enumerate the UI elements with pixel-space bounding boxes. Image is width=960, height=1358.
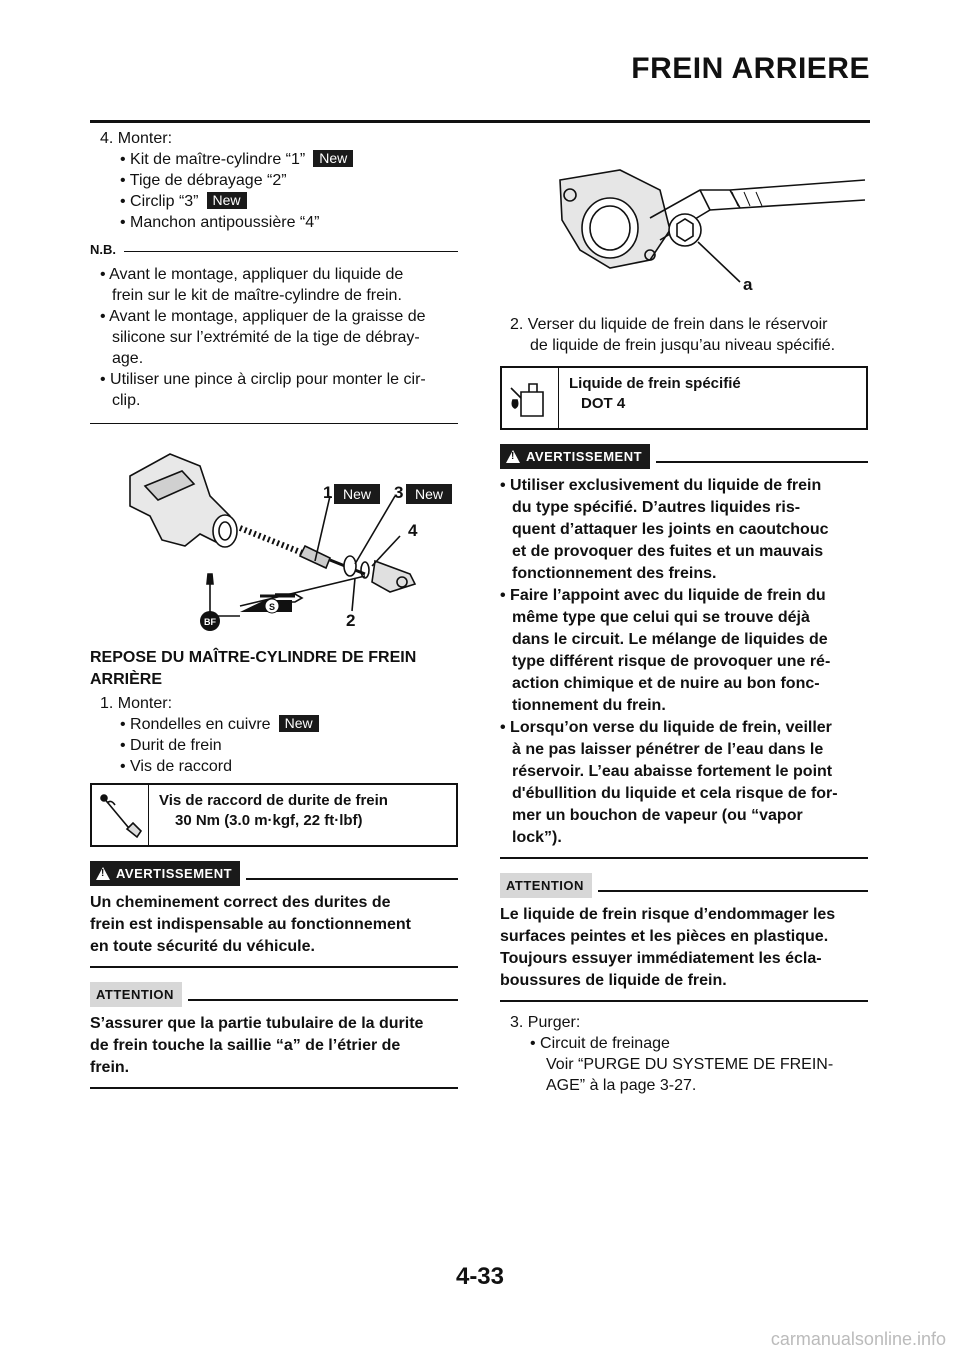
brake-hose-figure (500, 150, 868, 310)
right-column (500, 150, 868, 1096)
step4-block (90, 128, 458, 233)
new-badge: New (313, 150, 353, 167)
oil-can-icon (502, 368, 559, 428)
bf-symbol: BF (204, 617, 216, 627)
new-badge: New (279, 715, 319, 732)
callout-4: 4 (408, 521, 418, 540)
torque-spec-title: Vis de raccord de durite de frein (159, 792, 388, 809)
callout-a: a (743, 275, 753, 294)
page-number: 4-33 (455, 1263, 505, 1290)
step1-item-1: • Rondelles en cuivre New (90, 714, 458, 735)
fluid-spec-text (559, 368, 741, 428)
attention-end-rule (90, 1087, 458, 1089)
warning-text-right: • Utiliser exclusivement du liquide de frein du type spécifié. D’autres liquides ris- quent d’attaquer les joints en caoutchouc et de provoquer des fuites et un mauvais fonctionnement des freins. • Faire l’appoint avec du liquide de frein du même type que celui qui se trouve déjà dans le circuit. Le mélange de liquides de type différent risque de provoquer une ré- action chimique et de nuire au bon fonc- tionnement du frein. • Lorsqu’on verse du liquide de frein, veiller à ne pas laisser pénétrer de l’eau dans le réservoir. L’eau abaisse fortement le point d'ébullition du liquide et cela risque de for- mer un bouchon de vapeur (ou “vapor lock”). (500, 477, 838, 846)
step1-item-2: • Durit de frein (120, 737, 222, 754)
master-cylinder-illustration (90, 436, 458, 641)
attention-end-rule-right (500, 1000, 868, 1002)
warning-end-rule-right (500, 857, 868, 859)
step4-item-1: • Kit de maître-cylindre “1” New (90, 149, 458, 170)
fluid-spec-title: Liquide de frein spécifié (569, 375, 741, 392)
fluid-spec-box (500, 366, 868, 430)
callout-1: 1 (323, 483, 333, 502)
warning-triangle-icon: ! (506, 450, 520, 463)
watermark: carmanualsonline.info (770, 1329, 946, 1349)
step1-title: 1. Monter: (100, 695, 173, 712)
torque-spec-value: 30 Nm (3.0 m·kgf, 22 ft·lbf) (175, 812, 363, 829)
step1-block (90, 693, 458, 777)
step3-ref-line1: Voir “PURGE DU SYSTEME DE FREIN- (546, 1056, 834, 1073)
step4-title: 4. Monter: (100, 130, 173, 147)
callout-2: 2 (346, 611, 356, 630)
nb-body: • Avant le montage, appliquer du liquide de frein sur le kit de maître-cylindre de frein. • Avant le montage, appliquer de la graisse de silicone sur l’extrémité de la tige de débray- age. • Utiliser une pince à circlip pour monter le cir- clip. (100, 266, 426, 409)
step3-ref-line2: AGE” à la page 3-27. (546, 1077, 697, 1094)
warning-heading: ! AVERTISSEMENT (90, 861, 458, 886)
step3-item: • Circuit de freinage (530, 1035, 670, 1052)
header-rule (90, 120, 870, 123)
attention-text-right: Le liquide de frein risque d’endommager les surfaces peintes et les pièces en plastique. Toujours essuyer immédiatement les écla- boussures de liquide de frein. (500, 906, 836, 989)
nb-end-rule (90, 423, 458, 424)
step4-item-2: • Tige de débrayage “2” (120, 172, 287, 189)
step2-block: 2. Verser du liquide de frein dans le réservoir de liquide de frein jusqu’au niveau spécifié. (510, 316, 836, 354)
warning-heading-right: ! AVERTISSEMENT (500, 444, 868, 469)
torque-wrench-icon (92, 785, 149, 845)
attention-heading-right: ATTENTION (500, 873, 868, 898)
new-badge: New (342, 486, 372, 502)
callout-3: 3 (394, 483, 404, 502)
step3-block (500, 1012, 868, 1096)
section-heading: REPOSE DU MAÎTRE-CYLINDRE DE FREIN ARRIÈRE (90, 649, 417, 688)
step1-item-3: • Vis de raccord (120, 758, 233, 775)
page-header-title: FREIN ARRIERE (631, 52, 870, 85)
torque-spec-text (149, 785, 388, 845)
warning-text: Un cheminement correct des durites de frein est indispensable au fonctionnement en toute sécurité du véhicule. (90, 894, 411, 955)
warning-end-rule (90, 966, 458, 968)
step3-title: 3. Purger: (510, 1014, 581, 1031)
new-badge: New (207, 192, 247, 209)
left-column (90, 128, 458, 1089)
fluid-spec-value: DOT 4 (581, 395, 626, 412)
s-symbol: S (268, 602, 276, 612)
step4-item-3: • Circlip “3” New (90, 191, 458, 212)
torque-spec-box (90, 783, 458, 847)
new-badge: New (414, 486, 444, 502)
step4-item-4: • Manchon antipoussière “4” (120, 214, 320, 231)
master-cylinder-exploded-figure (90, 436, 458, 641)
warning-triangle-icon: ! (96, 867, 110, 880)
attention-text: S’assurer que la partie tubulaire de la durite de frein touche la saillie “a” de l’étrier de frein. (90, 1015, 424, 1076)
brake-hose-illustration (500, 150, 868, 310)
nb-heading: N.B. (90, 239, 458, 260)
attention-heading: ATTENTION (90, 982, 458, 1007)
